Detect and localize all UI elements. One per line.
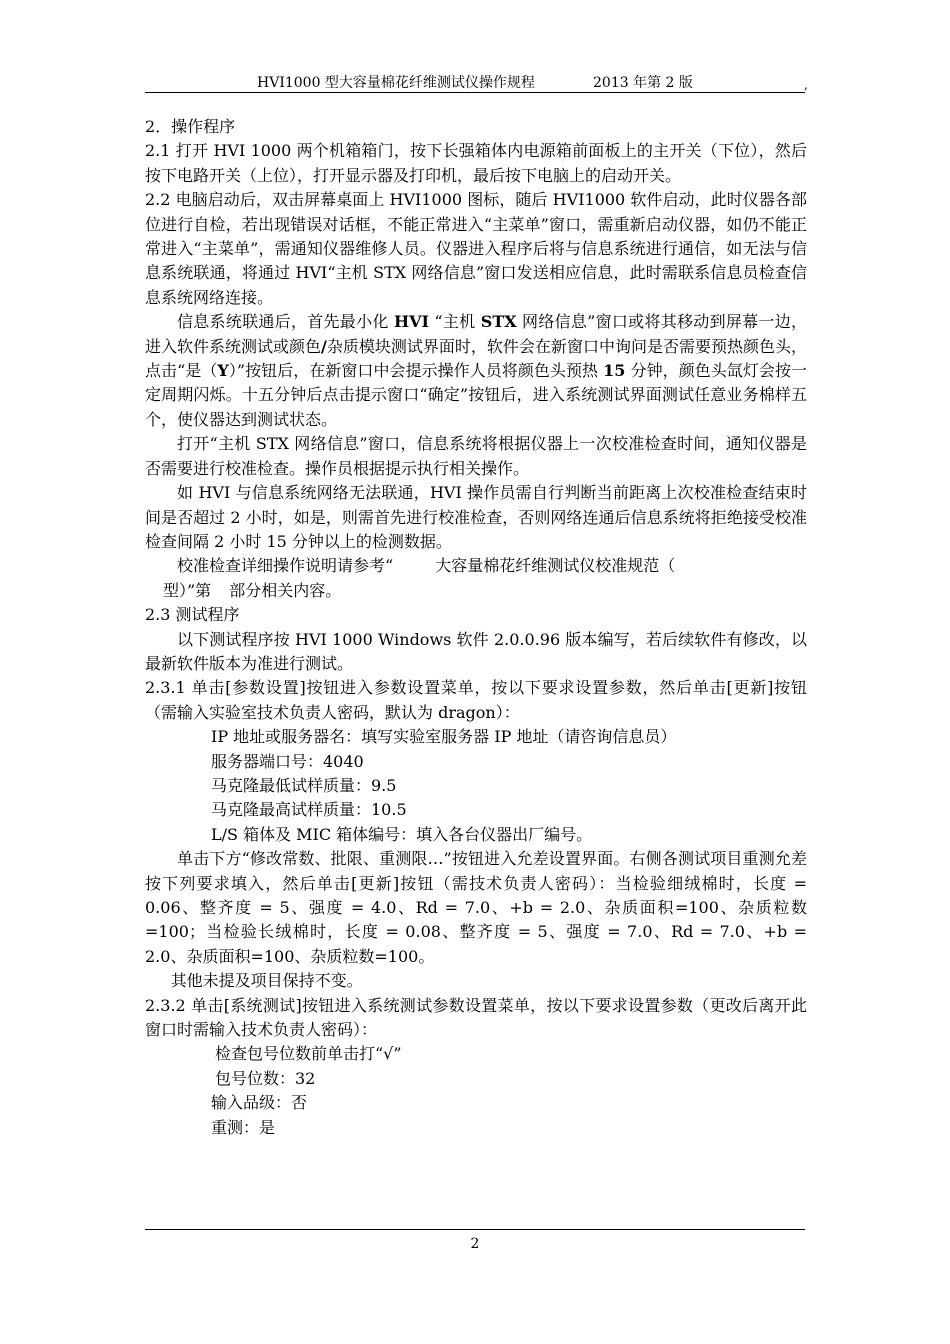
text-fragment: 型）”第 bbox=[163, 580, 212, 600]
paragraph-info-system bbox=[145, 310, 807, 432]
param-item: 马克隆最高试样质量：10.5 bbox=[211, 800, 407, 820]
text-fragment: 信息系统联通后，首先最小化 bbox=[177, 312, 395, 332]
paragraph-tolerance: 单击下方“修改常数、批限、重测限…”按钮进入允差设置界面。右侧各测试项目重测允差按下列要求填入，然后单击[更新]按钮（需技术负责人密码）：当检验细绒棉时，长度 = 0.06、整齐度 = 5、强度 = 4.0、Rd = 7.0、+b = 2.0、杂质面积=100、杂质粒数=100；当检验长绒棉时，长度 = 0.08、整齐度 = 5、强度 = 7.0、Rd = 7.0、+b = 2.0、杂质面积=100、杂质粒数=100。 bbox=[145, 849, 807, 966]
param-item: IP 地址或服务器名：填写实验室服务器 IP 地址（请咨询信息员） bbox=[211, 727, 677, 747]
paragraph-stx: 打开“主机 STX 网络信息”窗口，信息系统将根据仪器上一次校准检查时间，通知仪器是否需要进行校准检查。操作员根据提示执行相关操作。 bbox=[145, 434, 807, 478]
bold-fragment: Y bbox=[217, 361, 229, 381]
text-fragment: 校准检查详细操作说明请参考“ bbox=[177, 556, 394, 576]
footer-divider bbox=[145, 1229, 805, 1230]
text-fragment: 网络信息”窗口或将其移动到屏幕一边，进入软件系统测试或颜色 bbox=[145, 312, 807, 356]
text-fragment: 杂质模块测试界面时，软件会在新窗口中询问是否需要预热颜色头，点击“是（ bbox=[145, 336, 807, 381]
page-number: 2 bbox=[470, 1236, 480, 1252]
paragraph-reference bbox=[145, 554, 807, 603]
section-title: 2．操作程序 bbox=[145, 117, 236, 136]
bold-fragment: / bbox=[321, 336, 327, 356]
bold-fragment: STX bbox=[480, 312, 517, 332]
text-fragment: 部分相关内容。 bbox=[229, 580, 342, 600]
paragraph-2-3: 以下测试程序按 HVI 1000 Windows 软件 2.0.0.96 版本编写，若后续软件有修改，以最新软件版本为准进行测试。 bbox=[145, 629, 807, 673]
page-header bbox=[145, 70, 805, 93]
sys-param-item: 输入品级：否 bbox=[211, 1093, 308, 1113]
paragraph-2-2: 2.2 电脑启动后，双击屏幕桌面上 HVI1000 图标，随后 HVI1000 软件启动，此时仪器各部位进行自检，若出现错误对话框，不能正常进入“主菜单”窗口，需重新启动仪器，如仍不能正常进入“主菜单”，需通知仪器维修人员。仪器进入程序后将与信息系统进行通信，如无法与信息系统联通，将通过 HVI“主机 STX 网络信息”窗口发送相应信息，此时需联系信息员检查信息系统网络连接。 bbox=[145, 190, 807, 307]
bold-fragment: 15 bbox=[603, 361, 626, 381]
param-item: 服务器端口号：4040 bbox=[211, 751, 364, 771]
header-mark: , bbox=[804, 78, 808, 92]
sys-param-item: 包号位数：32 bbox=[215, 1068, 316, 1088]
section-2-3-title: 2.3 测试程序 bbox=[145, 605, 240, 625]
paragraph-2-3-2: 2.3.2 单击[系统测试]按钮进入系统测试参数设置菜单，按以下要求设置参数（更改后离开此窗口时需输入技术负责人密码）： bbox=[145, 995, 807, 1040]
param-item: L/S 箱体及 MIC 箱体编号：填入各台仪器出厂编号。 bbox=[211, 824, 593, 844]
text-fragment: ）”按钮后，在新窗口中会提示操作人员将颜色头预热 bbox=[228, 361, 604, 381]
text-fragment: 分钟，颜色头氙灯会按一定周期闪烁。十五分钟后点击提示窗口“确定”按钮后，进入系统测试界面测试任意业务棉样五个，使仪器达到测试状态。 bbox=[145, 361, 807, 429]
text-fragment: “主机 bbox=[429, 312, 481, 332]
text-fragment: 大容量棉花纤维测试仪校准规范（ bbox=[435, 556, 676, 576]
param-item: 马克隆最低试样质量：9.5 bbox=[211, 775, 397, 795]
header-title: HVI1000 型大容量棉花纤维测试仪操作规程 bbox=[257, 75, 535, 91]
header-edition: 2013 年第 2 版 bbox=[593, 75, 693, 91]
bold-fragment: HVI bbox=[394, 312, 430, 332]
sys-param-item: 检查包号位数前单击打“√” bbox=[215, 1044, 402, 1064]
document-body bbox=[145, 115, 807, 1140]
paragraph-2-3-1: 2.3.1 单击[参数设置]按钮进入参数设置菜单，按以下要求设置参数，然后单击[更新]按钮（需输入实验室技术负责人密码，默认为 dragon）： bbox=[145, 678, 807, 722]
paragraph-offline: 如 HVI 与信息系统网络无法联通，HVI 操作员需自行判断当前距离上次校准检查结束时间是否超过 2 小时，如是，则需首先进行校准检查，否则网络连通后信息系统将拒绝接受校准检查间隔 2 小时 15 分钟以上的检测数据。 bbox=[145, 483, 807, 551]
paragraph-2-1: 2.1 打开 HVI 1000 两个机箱箱门，按下长强箱体内电源箱前面板上的主开关（下位），然后按下电路开关（上位），打开显示器及打印机，最后按下电脑上的启动开关。 bbox=[145, 141, 807, 185]
paragraph-other: 其他未提及项目保持不变。 bbox=[170, 971, 363, 991]
sys-param-item: 重测：是 bbox=[211, 1117, 276, 1137]
